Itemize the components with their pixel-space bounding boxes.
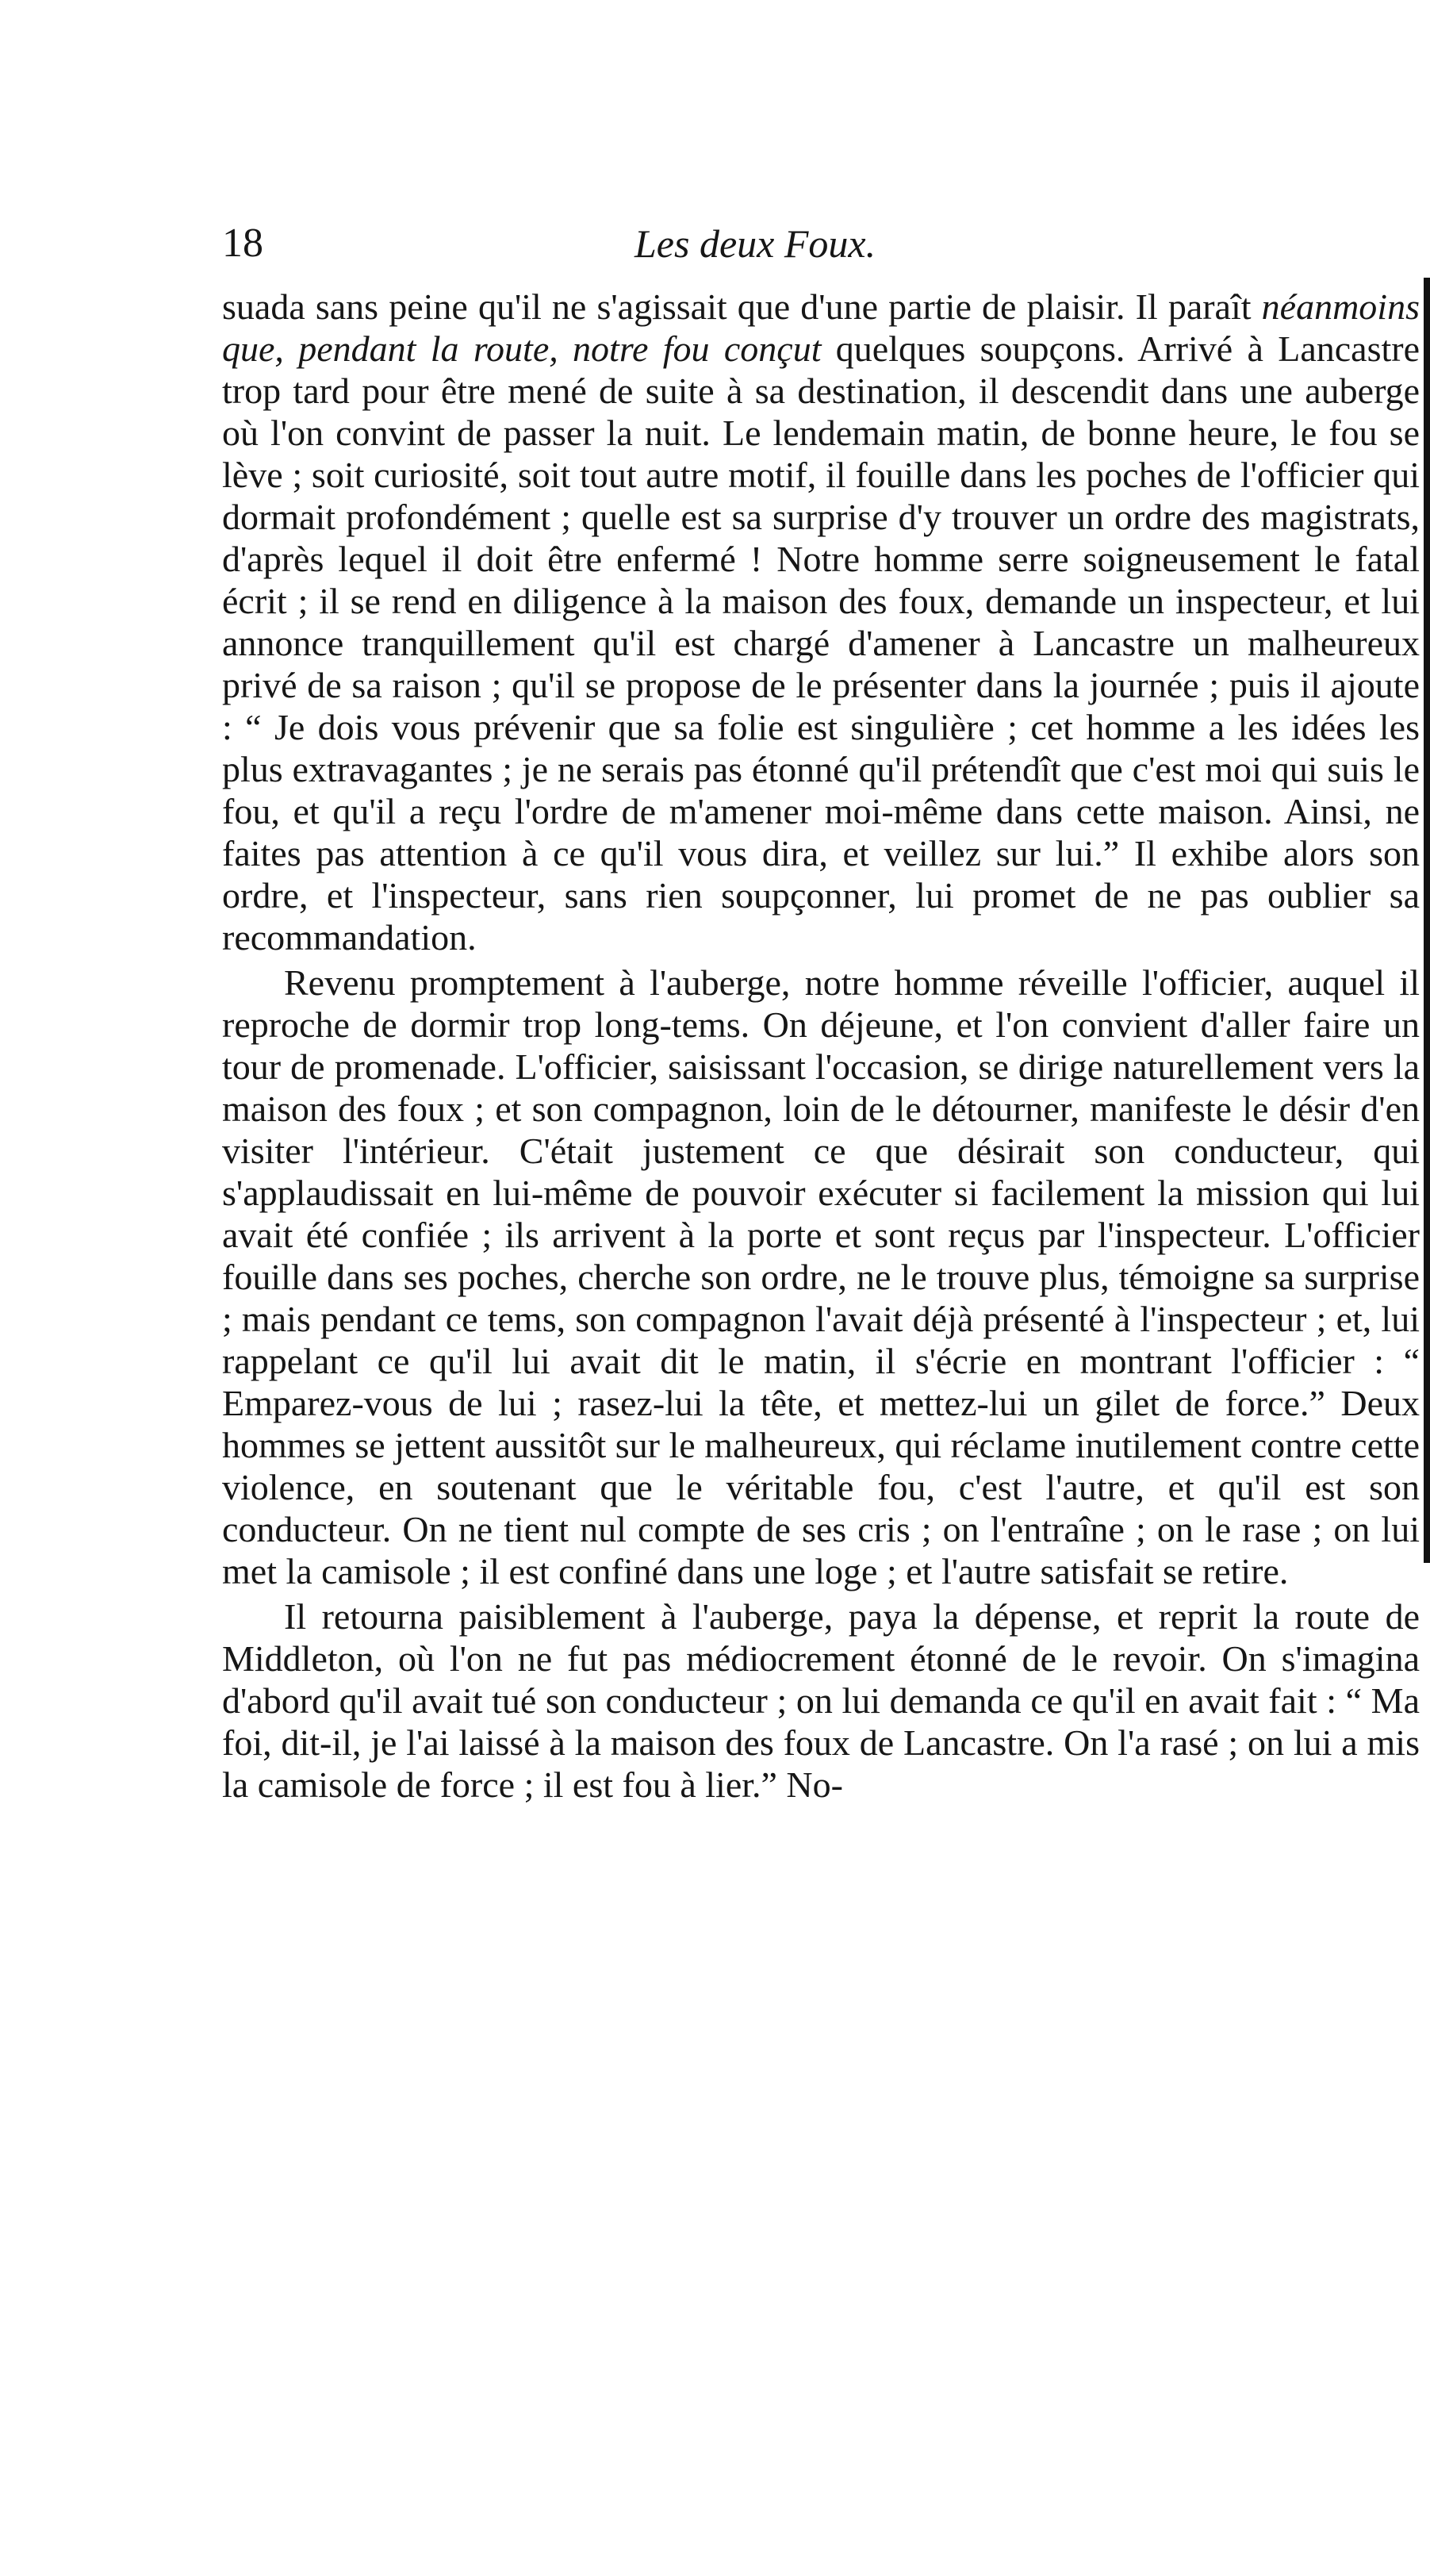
paragraph-3: Il retourna paisiblement à l'auberge, paya la dépense, et reprit la route de Middleton, où l'on ne fut pas médiocrement étonné de le revoir. On s'imagina d'abord qu'il avait tué son conducteur ; on lui demanda ce qu'il en avait fait : “ Ma foi, dit-il, je l'ai laissé à la maison des foux de Lancastre. On l'a rasé ; on lui a mis la camisole de force ; il est fou à lier.” No-	[222, 1596, 1420, 1805]
paragraph-1-rest: quelques soupçons. Arrivé à Lancastre trop tard pour être mené de suite à sa destination, il descendit dans une auberge où l'on convint de passer la nuit. Le lendemain matin, de bonne heure, le fou se lève ; soit curiosité, soit tout autre motif, il fouille dans les poches de l'officier qui dormait profondément ; quelle est sa surprise d'y trouver un ordre des magistrats, d'après lequel il doit être enfermé ! Notre homme serre soigneusement le fatal écrit ; il se rend en diligence à la maison des foux, demande un inspecteur, et lui annonce tranquillement qu'il est chargé d'amener à Lancastre un malheureux privé de sa raison ; qu'il se propose de le présenter dans la journée ; puis il ajoute : “ Je dois vous prévenir que sa folie est singulière ; cet homme a les idées les plus extravagantes ; je ne serais pas étonné qu'il prétendît que c'est moi qui suis le fou, et qu'il a reçu l'ordre de m'amener moi-même dans cette maison. Ainsi, ne faites pas attention à ce qu'il vous dira, et veillez sur lui.” Il exhibe alors son ordre, et l'inspecteur, sans rien soupçonner, lui promet de ne pas oublier sa recommandation.	[222, 328, 1420, 958]
paragraph-1	[222, 286, 1420, 958]
paragraph-2: Revenu promptement à l'auberge, notre homme réveille l'officier, auquel il reproche de dormir trop long-tems. On déjeune, et l'on convient d'aller faire un tour de promenade. L'officier, saisissant l'occasion, se dirige naturellement vers la maison des foux ; et son compagnon, loin de le détourner, manifeste le désir d'en visiter l'intérieur. C'était justement ce que désirait son conducteur, qui s'applaudissait en lui-même de pouvoir exécuter si facilement la mission qui lui avait été confiée ; ils arrivent à la porte et sont reçus par l'inspecteur. L'officier fouille dans ses poches, cherche son ordre, ne le trouve plus, témoigne sa surprise ; mais pendant ce tems, son compagnon l'avait déjà présenté à l'inspecteur ; et, lui rappelant ce qu'il lui avait dit le matin, il s'écrie en montrant l'officier : “ Emparez-vous de lui ; rasez-lui la tête, et mettez-lui un gilet de force.” Deux hommes se jettent aussitôt sur le malheureux, qui réclame inutilement contre cette violence, en soutenant que le véritable fou, c'est l'autre, et qu'il est son conducteur. On ne tient nul compte de ses cris ; on l'entraîne ; on le rase ; on lui met la camisole ; il est confiné dans une loge ; et l'autre satisfait se retire.	[222, 962, 1420, 1591]
page-header	[222, 216, 1396, 271]
body-text	[222, 286, 1420, 1806]
paragraph-1-italic-phrase: néanmoins que, pendant la route, notre fou conçut	[222, 286, 1420, 369]
page-number: 18	[222, 221, 263, 266]
right-edge-rule	[1424, 278, 1430, 1563]
paragraph-1-start: suada sans peine qu'il ne s'agissait que d'une partie de plaisir. Il paraît	[222, 286, 1262, 327]
running-title: Les deux Foux.	[634, 221, 876, 266]
